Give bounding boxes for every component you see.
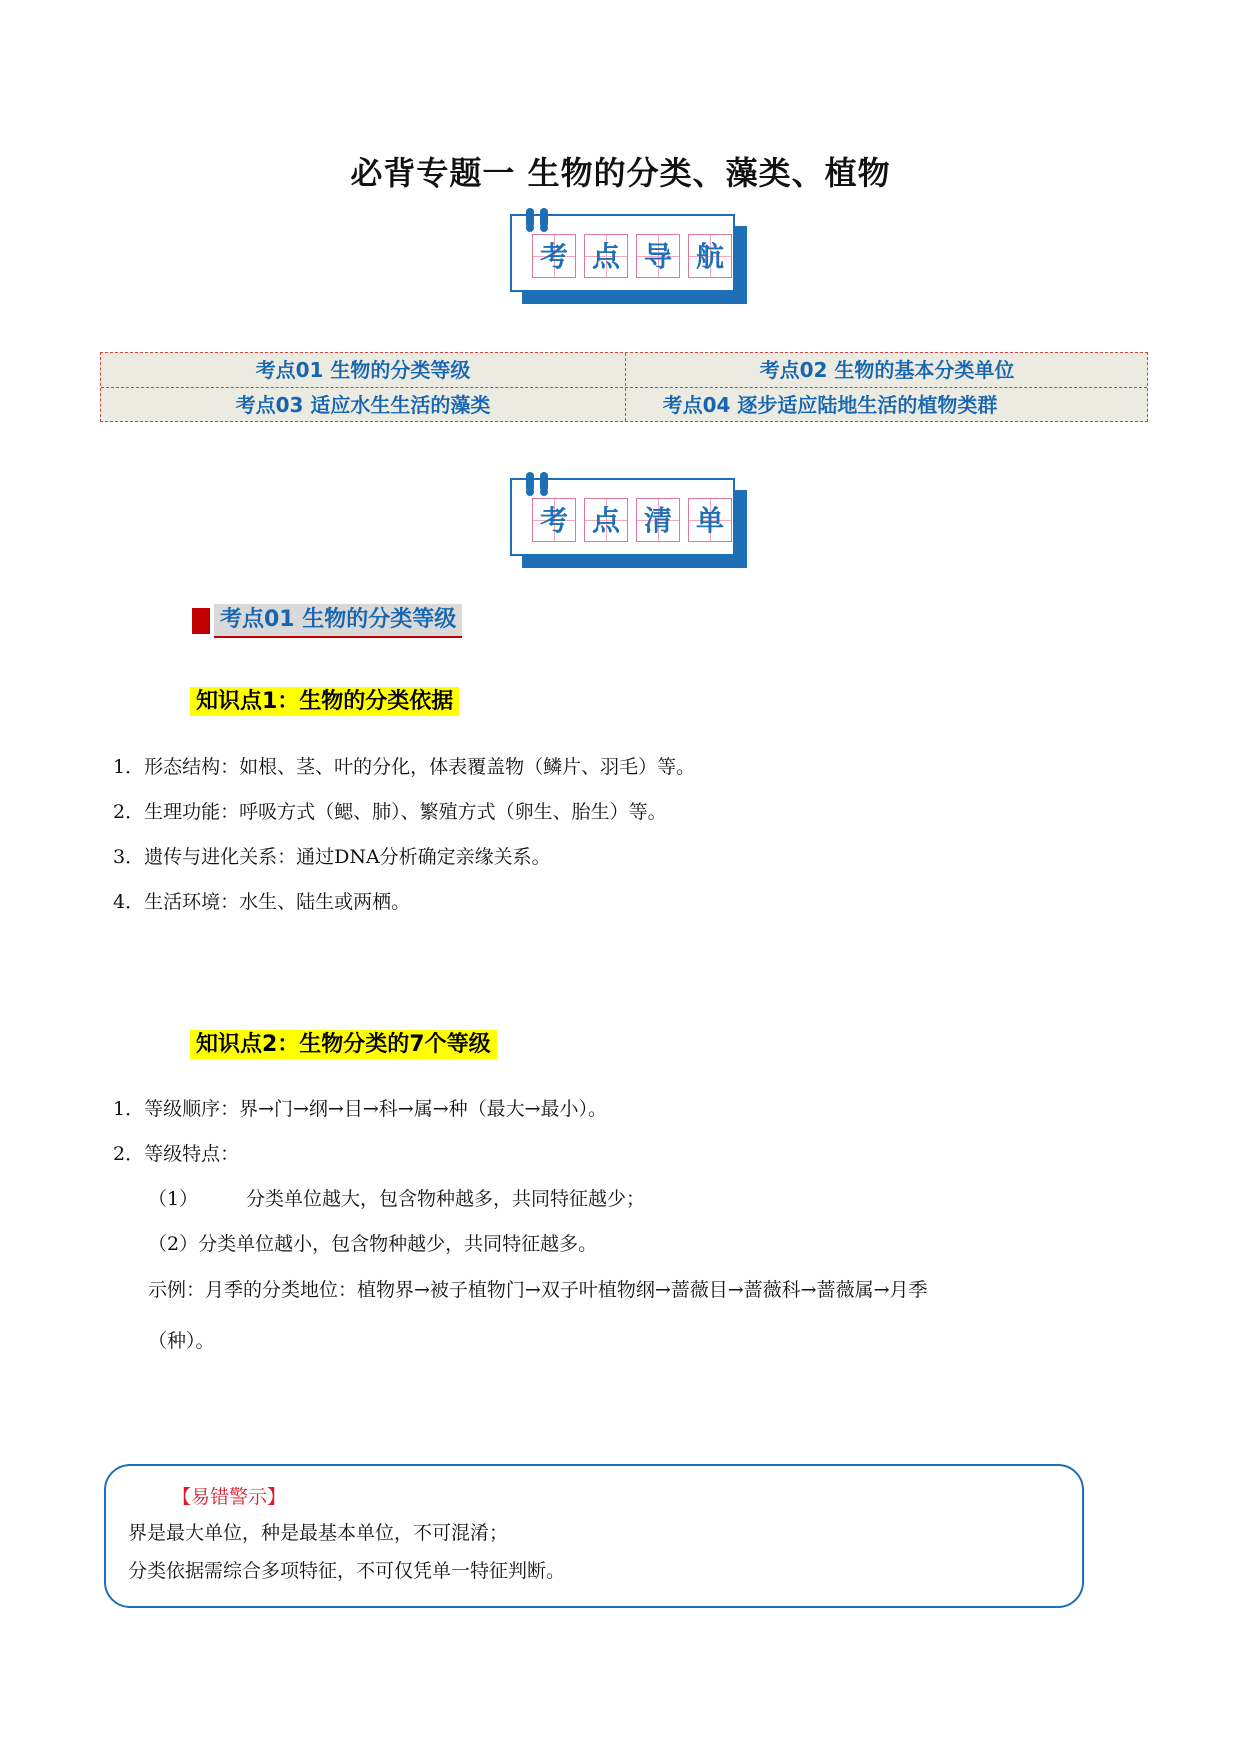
banner-navigation xyxy=(510,214,750,306)
section-heading xyxy=(192,604,462,636)
banner-char: 点 xyxy=(584,498,628,542)
example-text: 示例：月季的分类地位：植物界→被子植物门→双子叶植物纲→蔷薇目→蔷薇科→蔷薇属→月季 xyxy=(148,1279,928,1301)
banner-char: 点 xyxy=(584,234,628,278)
list-item: 1．形态结构：如根、茎、叶的分化，体表覆盖物（鳞片、羽毛）等。 xyxy=(113,756,696,778)
sub-item-number: （1） xyxy=(148,1188,199,1210)
banner-char: 考 xyxy=(532,498,576,542)
knowledge-point-1-label: 知识点1：生物的分类依据 xyxy=(190,687,459,716)
warning-box xyxy=(104,1464,1084,1608)
sub-item: （2）分类单位越小，包含物种越少，共同特征越多。 xyxy=(148,1233,598,1255)
knowledge-point-2-heading xyxy=(190,1027,497,1058)
banner-checklist xyxy=(510,478,750,570)
list-item: 4．生活环境：水生、陆生或两栖。 xyxy=(113,891,411,913)
topic-nav-table xyxy=(100,352,1148,422)
nav-item-topic-04[interactable]: 考点04 逐步适应陆地生活的植物类群 xyxy=(662,393,998,417)
knowledge-point-1-heading xyxy=(190,684,459,715)
binder-ring-icon xyxy=(540,472,548,492)
knowledge-point-2-label: 知识点2：生物分类的7个等级 xyxy=(190,1030,497,1059)
banner-char: 考 xyxy=(532,234,576,278)
section-heading-text: 考点01 生物的分类等级 xyxy=(214,604,462,638)
list-item: 2．等级特点： xyxy=(113,1143,240,1165)
nav-item-topic-02[interactable]: 考点02 生物的基本分类单位 xyxy=(759,358,1015,382)
list-item: 2．生理功能：呼吸方式（鳃、肺）、繁殖方式（卵生、胎生）等。 xyxy=(113,801,667,823)
document-title: 必背专题一 生物的分类、藻类、植物 xyxy=(350,154,891,192)
list-item: 1．等级顺序：界→门→纲→目→科→属→种（最大→最小）。 xyxy=(113,1098,608,1120)
nav-item-topic-03[interactable]: 考点03 适应水生生活的藻类 xyxy=(235,393,491,417)
list-item: 3．遗传与进化关系：通过DNA分析确定亲缘关系。 xyxy=(113,846,551,868)
binder-ring-icon xyxy=(526,472,534,492)
example-text-cont: （种）。 xyxy=(148,1330,215,1352)
binder-ring-icon xyxy=(540,208,548,228)
sub-item-text: 分类单位越大，包含物种越多，共同特征越少； xyxy=(246,1188,646,1210)
warning-line: 界是最大单位，种是最基本单位，不可混淆； xyxy=(128,1522,509,1544)
banner-char: 单 xyxy=(688,498,732,542)
warning-line: 分类依据需综合多项特征，不可仅凭单一特征判断。 xyxy=(128,1560,566,1582)
warning-title: 【易错警示】 xyxy=(172,1486,287,1508)
banner-char: 清 xyxy=(636,498,680,542)
red-square-icon xyxy=(192,608,210,634)
nav-item-topic-01[interactable]: 考点01 生物的分类等级 xyxy=(255,358,471,382)
banner-char: 航 xyxy=(688,234,732,278)
binder-ring-icon xyxy=(526,208,534,228)
banner-char: 导 xyxy=(636,234,680,278)
